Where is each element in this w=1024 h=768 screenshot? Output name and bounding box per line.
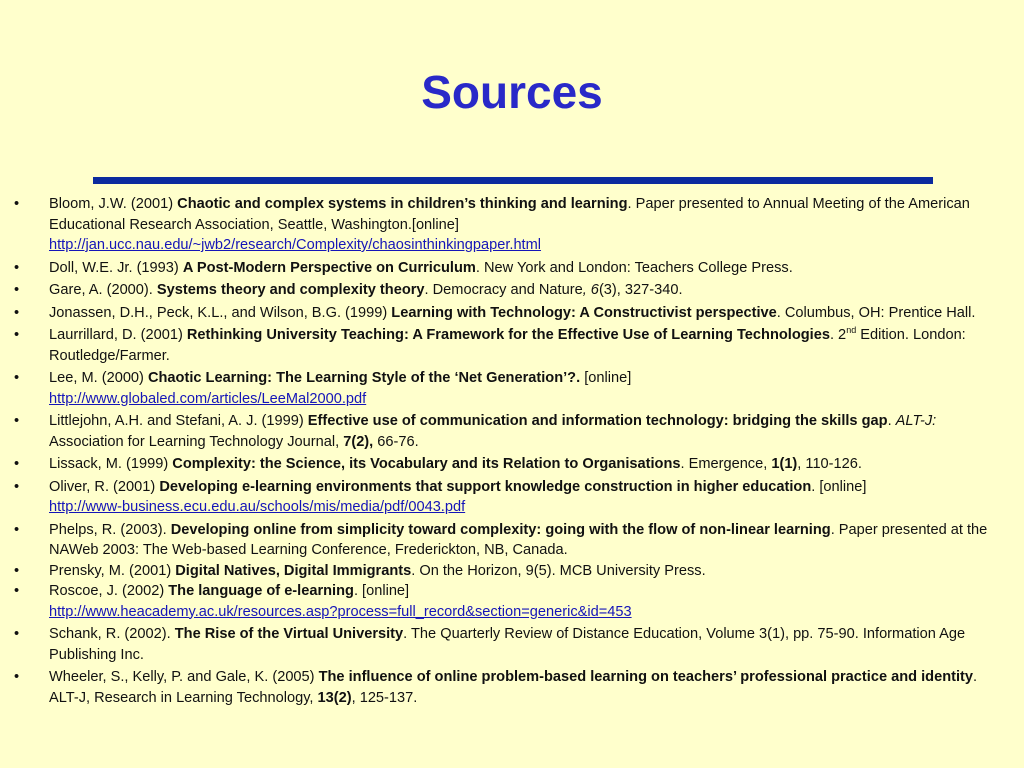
ref-title: Rethinking University Teaching: A Framework for the Effective Use of Learning Technologies (186, 327, 830, 343)
reference-item-prensky (0, 561, 1024, 582)
ref-title: Chaotic and complex systems in children’s thinking and learning (177, 196, 628, 212)
ref-authors: Roscoe, J. (2002) (49, 583, 169, 599)
reference-item-lissack (0, 454, 1024, 475)
ref-details: . [online] (353, 583, 410, 599)
reference-item-roscoe (0, 581, 1024, 622)
ref-authors: Lissack, M. (1999) (49, 456, 173, 472)
reference-item-wheeler (0, 667, 1024, 708)
ref-title: Digital Natives, Digital Immigrants (175, 562, 412, 579)
ref-details: . 2 (829, 327, 847, 343)
ref-title: Learning with Technology: A Constructivist perspective (391, 304, 777, 321)
ref-link[interactable]: http://www-business.ecu.edu.au/schools/mis/media/pdf/0043.pdf (49, 499, 466, 515)
ref-title: Systems theory and complexity theory (156, 282, 425, 298)
ref-authors: Schank, R. (2002). (49, 626, 175, 642)
ref-link[interactable]: http://www.globaled.com/articles/LeeMal2000.pdf (49, 390, 367, 407)
ref-volume: 1(1) (771, 456, 798, 472)
reference-item-laurrillard (0, 325, 1024, 366)
ref-details: . ALT-J, Research in Learning Technology, (49, 669, 978, 706)
ref-details: . Emergence, (680, 456, 772, 472)
ref-pages: , 125-137. (351, 689, 418, 706)
ref-details: . Paper presented to Annual Meeting of the American Educational Research Association, Seattle, Washington.[online] (49, 196, 970, 233)
reference-item-doll (0, 258, 1024, 279)
ref-authors: Doll, W.E. Jr. (1993) (49, 259, 183, 276)
ref-journal: ALT-J: (895, 413, 937, 429)
ref-authors: Gare, A. (2000). (49, 282, 157, 298)
reference-item-jonassen (0, 303, 1024, 324)
ref-pages: 66-76. (373, 433, 419, 450)
reference-item-gare (0, 280, 1024, 301)
ref-details: . [online] (811, 478, 867, 495)
ref-link[interactable]: http://www.heacademy.ac.uk/resources.asp?process=full_record&section=generic&id=453 (49, 603, 632, 620)
ref-authors: Littlejohn, A.H. and Stefani, A. J. (1999) (49, 413, 308, 429)
ref-authors: Jonassen, D.H., Peck, K.L., and Wilson, B.G. (1999) (49, 304, 392, 321)
reference-item-bloom (0, 194, 1024, 256)
ref-title: The influence of online problem-based learning on teachers’ professional practice and identity (318, 669, 974, 685)
ref-details: . (887, 413, 896, 429)
ref-details: . On the Horizon, 9(5). MCB University Press. (411, 562, 706, 579)
ref-title: Developing online from simplicity toward complexity: going with the flow of non-linear learning (170, 521, 831, 538)
reference-item-littlejohn (0, 411, 1024, 452)
ref-details: . The Quarterly Review of Distance Education, Volume 3(1), pp. 75-90. Information Age Publishing Inc. (49, 626, 966, 663)
ref-details: . New York and London: Teachers College Press. (475, 259, 793, 276)
ref-title: The language of e-learning (168, 583, 354, 599)
ref-title: Complexity: the Science, its Vocabulary and its Relation to Organisations (172, 456, 681, 472)
reference-item-lee (0, 368, 1024, 409)
ref-superscript: nd (846, 325, 857, 336)
ref-authors: Bloom, J.W. (2001) (49, 196, 178, 212)
ref-title: Effective use of communication and information technology: bridging the skills gap (307, 413, 888, 429)
reference-item-phelps (0, 520, 1024, 561)
ref-volume: , 6 (582, 282, 599, 298)
ref-details: . Paper presented at the NAWeb 2003: The Web-based Learning Conference, Frederickton, NB, Canada. (49, 521, 988, 558)
ref-details: . Democracy and Nature (424, 282, 583, 298)
title-divider (93, 177, 933, 184)
ref-details: [online] (580, 370, 632, 386)
ref-pages: , 110-126. (797, 456, 862, 472)
ref-title: The Rise of the Virtual University (174, 626, 404, 642)
ref-volume: 7(2), (343, 433, 374, 450)
ref-title: Developing e-learning environments that support knowledge construction in higher education (159, 478, 812, 495)
ref-title: A Post-Modern Perspective on Curriculum (182, 259, 476, 276)
ref-authors: Lee, M. (2000) (49, 370, 148, 386)
reference-list (0, 194, 1024, 710)
ref-details: . Columbus, OH: Prentice Hall. (776, 304, 976, 321)
ref-authors: Wheeler, S., Kelly, P. and Gale, K. (2005) (49, 669, 319, 685)
ref-journal-name: Association for Learning Technology Journal, (49, 433, 344, 450)
ref-authors: Phelps, R. (2003). (49, 521, 171, 538)
slide-title: Sources (421, 66, 603, 118)
ref-authors: Oliver, R. (2001) (49, 478, 160, 495)
reference-item-oliver (0, 477, 1024, 518)
ref-details-edition: Edition. London: Routledge/Farmer. (49, 327, 966, 364)
ref-pages: (3), 327-340. (598, 282, 683, 298)
reference-item-schank (0, 624, 1024, 665)
ref-authors: Prensky, M. (2001) (49, 562, 176, 579)
ref-authors: Laurrillard, D. (2001) (49, 327, 187, 343)
ref-volume: 13(2) (317, 689, 352, 706)
ref-link[interactable]: http://jan.ucc.nau.edu/~jwb2/research/Complexity/chaosinthinkingpaper.html (49, 237, 542, 253)
ref-title: Chaotic Learning: The Learning Style of the ‘Net Generation’?. (147, 370, 581, 386)
